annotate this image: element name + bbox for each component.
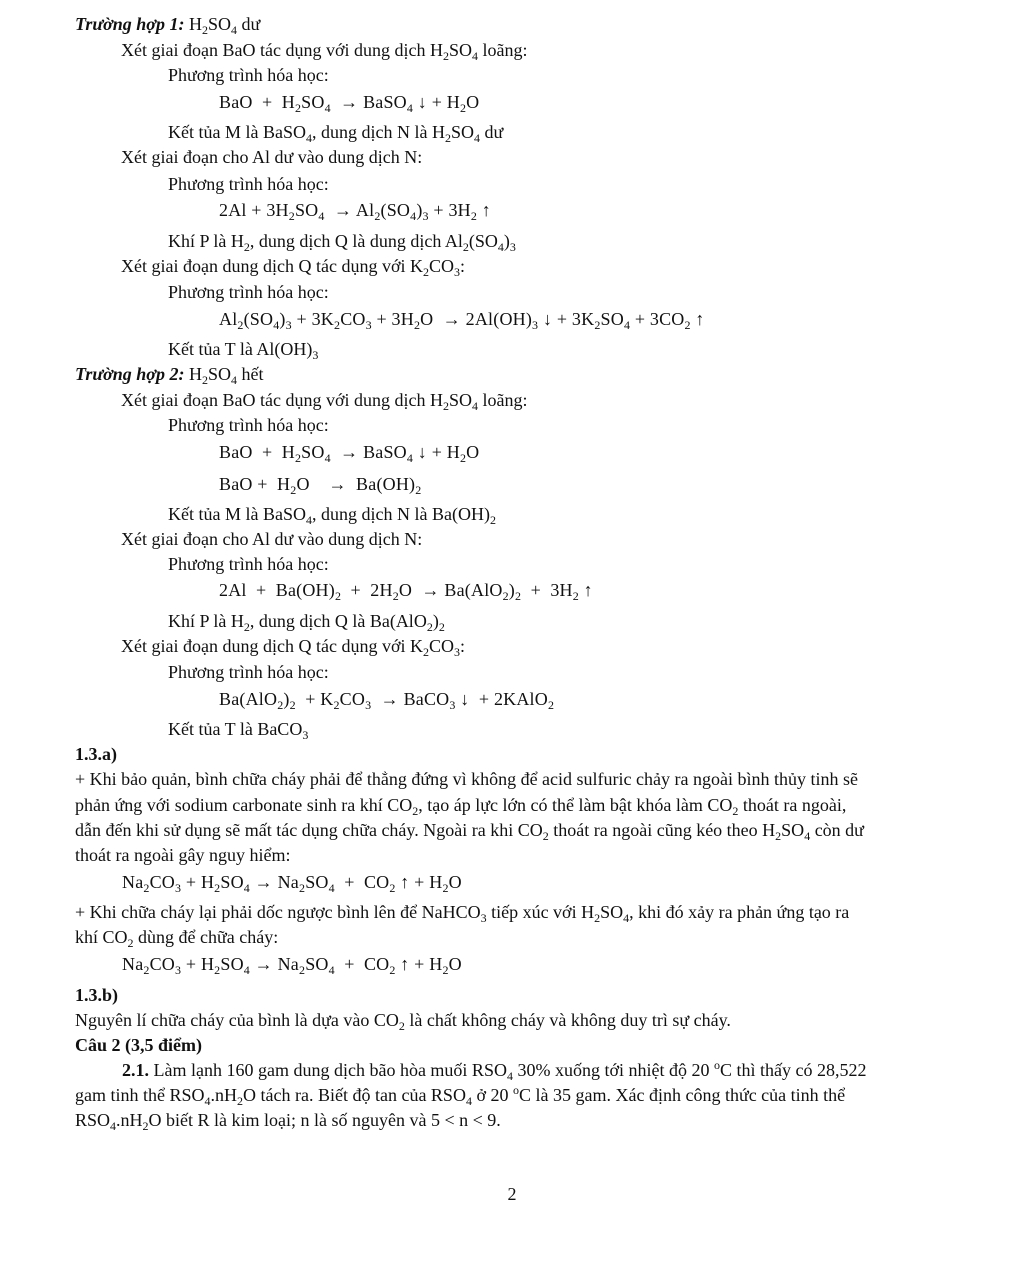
case1-step3-result: Kết tủa T là $Al(OH)_3$: [168, 339, 319, 362]
case2-step2-title: Xét giai đoạn cho Al dư vào dung dịch N:: [121, 529, 423, 549]
case2-step1-eq-label: Phương trình hóa học:: [168, 415, 329, 435]
question-2-heading: Câu 2 (3,5 điểm): [75, 1035, 202, 1055]
sec13a-equation-1: $Na_2CO_3 + H_2SO_4 \to Na_2SO_4 + CO_2$ ↑ + $H_2O$: [122, 872, 462, 895]
case1-step1-eq-label: Phương trình hóa học:: [168, 65, 329, 85]
case1-step3-title: Xét giai đoạn dung dịch Q tác dụng với $K_2CO_3$:: [121, 256, 465, 279]
sec13b-text: Nguyên lí chữa cháy của bình là dựa vào $CO_2$ là chất không cháy và không duy trì sự cháy.: [75, 1010, 731, 1033]
cau2-line3: $RSO_4.nH_2O$ biết R là kim loại; n là số nguyên và 5 < n < 9.: [75, 1110, 501, 1133]
case1-heading: Trường hợp 1: $H_2SO_4$ dư: [75, 14, 261, 37]
cau2-line2: gam tinh thể $RSO_4.nH_2O$ tách ra. Biết độ tan của $RSO_4$ ở 20 $^o$C là 35 gam. Xác định công thức của tinh thể: [75, 1083, 846, 1108]
case2-step3-eq-label: Phương trình hóa học:: [168, 662, 329, 682]
case2-step2-result: Khí P là $H_2$, dung dịch Q là $Ba(AlO_2)_2$: [168, 611, 445, 634]
sec13a-para2-line1: + Khi chữa cháy lại phải dốc ngược bình lên để NaHCO$_3$ tiếp xúc với $H_2SO_4$, khi đó xảy ra phản ứng tạo ra: [75, 902, 850, 925]
sec13a-para1-line2: phản ứng với sodium carbonate sinh ra khí $CO_2$, tạo áp lực lớn có thể làm bật khóa làm $CO_2$ thoát ra ngoài,: [75, 795, 847, 818]
page-number: 2: [507, 1184, 517, 1204]
case1-equation-1: BaO + $H_2SO_4$ → BaSO$_4$ ↓ + $H_2O$: [219, 92, 480, 115]
case2-step3-result: Kết tủa T là BaCO$_3$: [168, 719, 309, 742]
section-1-3b-heading: 1.3.b): [75, 985, 119, 1005]
case1-step3-eq-label: Phương trình hóa học:: [168, 282, 329, 302]
case1-step1-title: Xét giai đoạn BaO tác dụng với dung dịch $H_2SO_4$ loãng:: [121, 40, 528, 63]
case2-heading: Trường hợp 2: $H_2SO_4$ hết: [75, 364, 264, 387]
section-1-3a-heading: 1.3.a): [75, 744, 117, 764]
case2-step2-eq-label: Phương trình hóa học:: [168, 554, 329, 574]
case1-step2-eq-label: Phương trình hóa học:: [168, 174, 329, 194]
case2-equation-3: $2Al + Ba(OH)_2 + 2H_2O \to Ba(AlO_2)_2 + 3H_2$ ↑: [219, 580, 593, 603]
case2-equation-4: $Ba(AlO_2)_2 + K_2CO_3$ → BaCO$_3$ ↓ + 2KAlO$_2$: [219, 689, 555, 712]
case1-step2-result: Khí P là $H_2$, dung dịch Q là dung dịch $Al_2(SO_4)_3$: [168, 231, 516, 254]
sec13a-para1-line3: dẫn đến khi sử dụng sẽ mất tác dụng chữa cháy. Ngoài ra khi $CO_2$ thoát ra ngoài cũng kéo theo $H_2SO_4$ còn dư: [75, 820, 864, 843]
case2-step3-title: Xét giai đoạn dung dịch Q tác dụng với $K_2CO_3$:: [121, 636, 465, 659]
cau2-line1: 2.1. Làm lạnh 160 gam dung dịch bão hòa muối $RSO_4$ 30% xuống tới nhiệt độ 20 $^o$C thì thấy có 28,522: [122, 1058, 867, 1083]
sec13a-para1-line4: thoát ra ngoài gây nguy hiểm:: [75, 845, 291, 865]
sec13a-equation-2: $Na_2CO_3 + H_2SO_4 \to Na_2SO_4 + CO_2$ ↑ + $H_2O$: [122, 954, 462, 977]
sec13a-para1-line1: + Khi bảo quản, bình chữa cháy phải để thẳng đứng vì không để acid sulfuric chảy ra ngoài bình thủy tinh sẽ: [75, 769, 858, 789]
case2-step1-result: Kết tủa M là BaSO$_4$, dung dịch N là $Ba(OH)_2$: [168, 504, 496, 527]
case1-equation-3: $Al_2(SO_4)_3 + 3K_2CO_3 + 3H_2O \to 2Al(OH)_3$ ↓ + $3K_2SO_4 + 3CO_2$ ↑: [219, 309, 705, 332]
case2-step1-title: Xét giai đoạn BaO tác dụng với dung dịch $H_2SO_4$ loãng:: [121, 390, 528, 413]
case1-equation-2: $2Al + 3H_2SO_4 \to Al_2(SO_4)_3 + 3H_2$ ↑: [219, 200, 491, 223]
case2-equation-2: BaO + $H_2O$ → $Ba(OH)_2$: [219, 474, 422, 497]
case2-equation-1: BaO + $H_2SO_4$ → BaSO$_4$ ↓ + $H_2O$: [219, 442, 480, 465]
case1-step2-title: Xét giai đoạn cho Al dư vào dung dịch N:: [121, 147, 423, 167]
sec13a-para2-line2: khí $CO_2$ dùng để chữa cháy:: [75, 927, 279, 950]
case1-step1-result: Kết tủa M là BaSO$_4$, dung dịch N là $H_2SO_4$ dư: [168, 122, 504, 145]
